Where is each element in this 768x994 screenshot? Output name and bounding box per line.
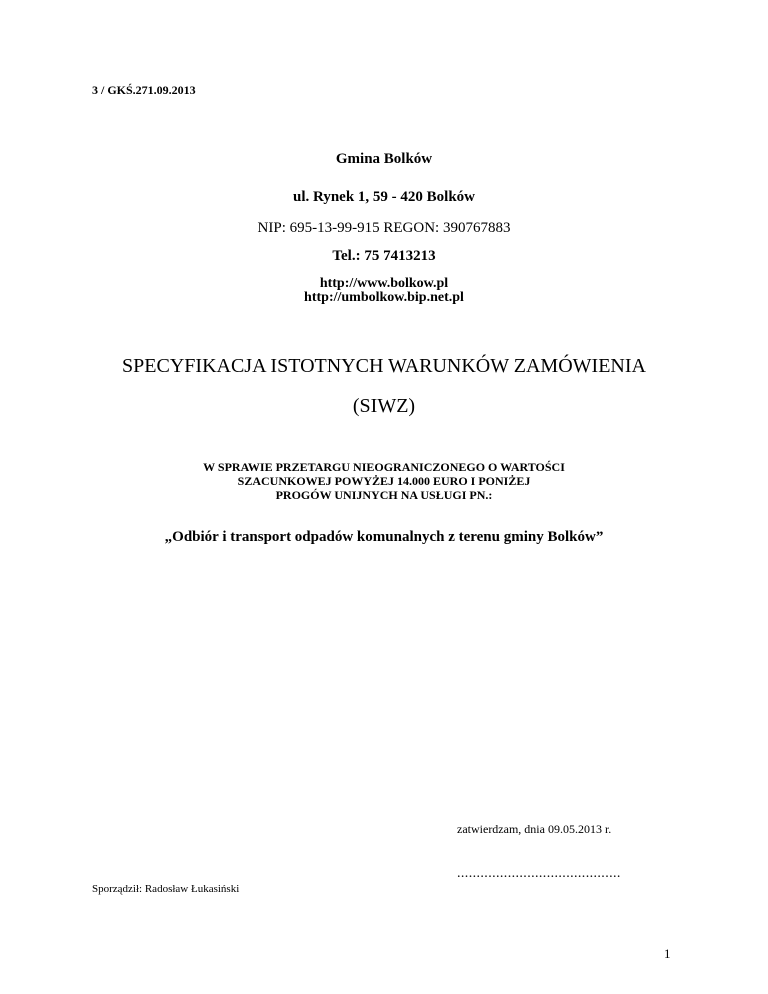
org-name: Gmina Bolków <box>335 151 433 167</box>
website-link[interactable]: http://www.bolkow.pl <box>319 276 449 291</box>
contract-name: „Odbiór i transport odpadów komunalnych z terenu gminy Bolków” <box>164 529 604 545</box>
org-phone: Tel.: 75 7413213 <box>332 248 436 264</box>
document-title: SPECYFIKACJA ISTOTNYCH WARUNKÓW ZAMÓWIENIA <box>122 355 646 377</box>
org-address: ul. Rynek 1, 59 - 420 Bolków <box>293 189 475 205</box>
subject-line-2: SZACUNKOWEJ POWYŻEJ 14.000 EURO I PONIŻEJ <box>237 474 531 488</box>
bip-link[interactable]: http://umbolkow.bip.net.pl <box>304 290 464 305</box>
subject-line-1: W SPRAWIE PRZETARGU NIEOGRANICZONEGO O WARTOŚCI <box>203 460 565 474</box>
page-number: 1 <box>664 946 671 961</box>
org-ids: NIP: 695-13-99-915 REGON: 390767883 <box>257 220 511 236</box>
signature-line: .......................................... <box>457 866 621 881</box>
prepared-by: Sporządził: Radosław Łukasiński <box>92 883 240 895</box>
document-reference: 3 / GKŚ.271.09.2013 <box>92 83 196 97</box>
approval-note: zatwierdzam, dnia 09.05.2013 r. <box>457 822 612 836</box>
subject-line-3: PROGÓW UNIJNYCH NA USŁUGI PN.: <box>275 488 493 502</box>
document-title-abbr: (SIWZ) <box>352 395 416 417</box>
